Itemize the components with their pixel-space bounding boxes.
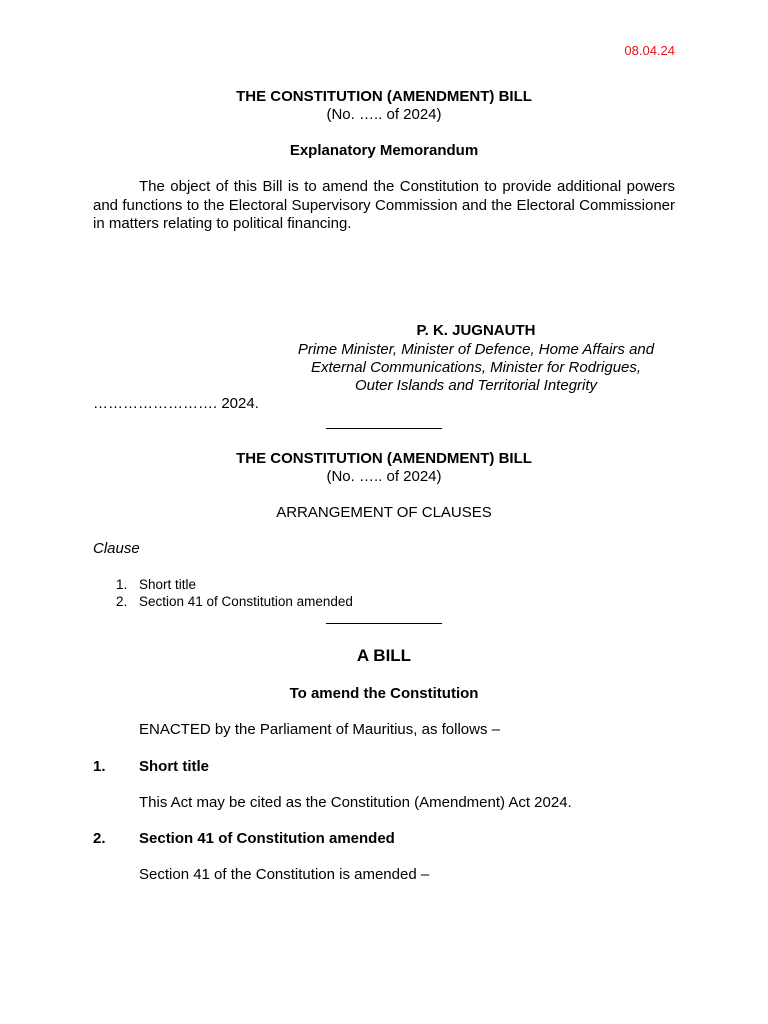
signatory-role-line: Outer Islands and Territorial Integrity: [354, 377, 598, 394]
bill-number: (No. ….. of 2024): [326, 106, 442, 123]
clause-title: Short title: [139, 577, 197, 592]
arrangement-bill-number: (No. ….. of 2024): [326, 468, 442, 485]
enacting-clause: ENACTED by the Parliament of Mauritius, as follows –: [139, 721, 500, 738]
clause-number: 1.: [116, 577, 128, 592]
arrangement-heading: ARRANGEMENT OF CLAUSES: [276, 504, 492, 521]
section-number: 2.: [93, 830, 106, 847]
clause-list-item: [116, 593, 353, 610]
memorandum-heading: Explanatory Memorandum: [289, 142, 479, 159]
divider: [326, 428, 442, 429]
section-body: This Act may be cited as the Constitution (Amendment) Act 2024.: [139, 794, 572, 811]
divider: [326, 623, 442, 624]
signatory-name: P. K. JUGNAUTH: [416, 322, 536, 339]
signatory-role-line: Prime Minister, Minister of Defence, Home Affairs and: [297, 341, 655, 358]
clause-number: 2.: [116, 594, 128, 609]
section-body: Section 41 of the Constitution is amended –: [139, 866, 430, 883]
section-number: 1.: [93, 758, 106, 775]
signatory-role-line: External Communications, Minister for Rodrigues,: [310, 359, 642, 376]
section-title: Section 41 of Constitution amended: [139, 830, 395, 847]
signature-date: ……………………. 2024.: [93, 395, 259, 412]
section-title: Short title: [139, 758, 209, 775]
a-bill-heading: A BILL: [356, 646, 412, 665]
arrangement-bill-title: THE CONSTITUTION (AMENDMENT) BILL: [236, 450, 532, 467]
date-stamp: 08.04.24: [624, 43, 675, 58]
clause-list-item: [116, 576, 196, 593]
memorandum-body: The object of this Bill is to amend the Constitution to provide additional powers and functions to the Electoral Supervisory Commission and the Electoral Commissioner in matters relating to political financing.: [93, 178, 675, 232]
bill-subheading: To amend the Constitution: [289, 685, 479, 702]
clause-title: Section 41 of Constitution amended: [139, 594, 353, 609]
clause-label: Clause: [93, 540, 140, 557]
bill-title: THE CONSTITUTION (AMENDMENT) BILL: [236, 88, 532, 105]
